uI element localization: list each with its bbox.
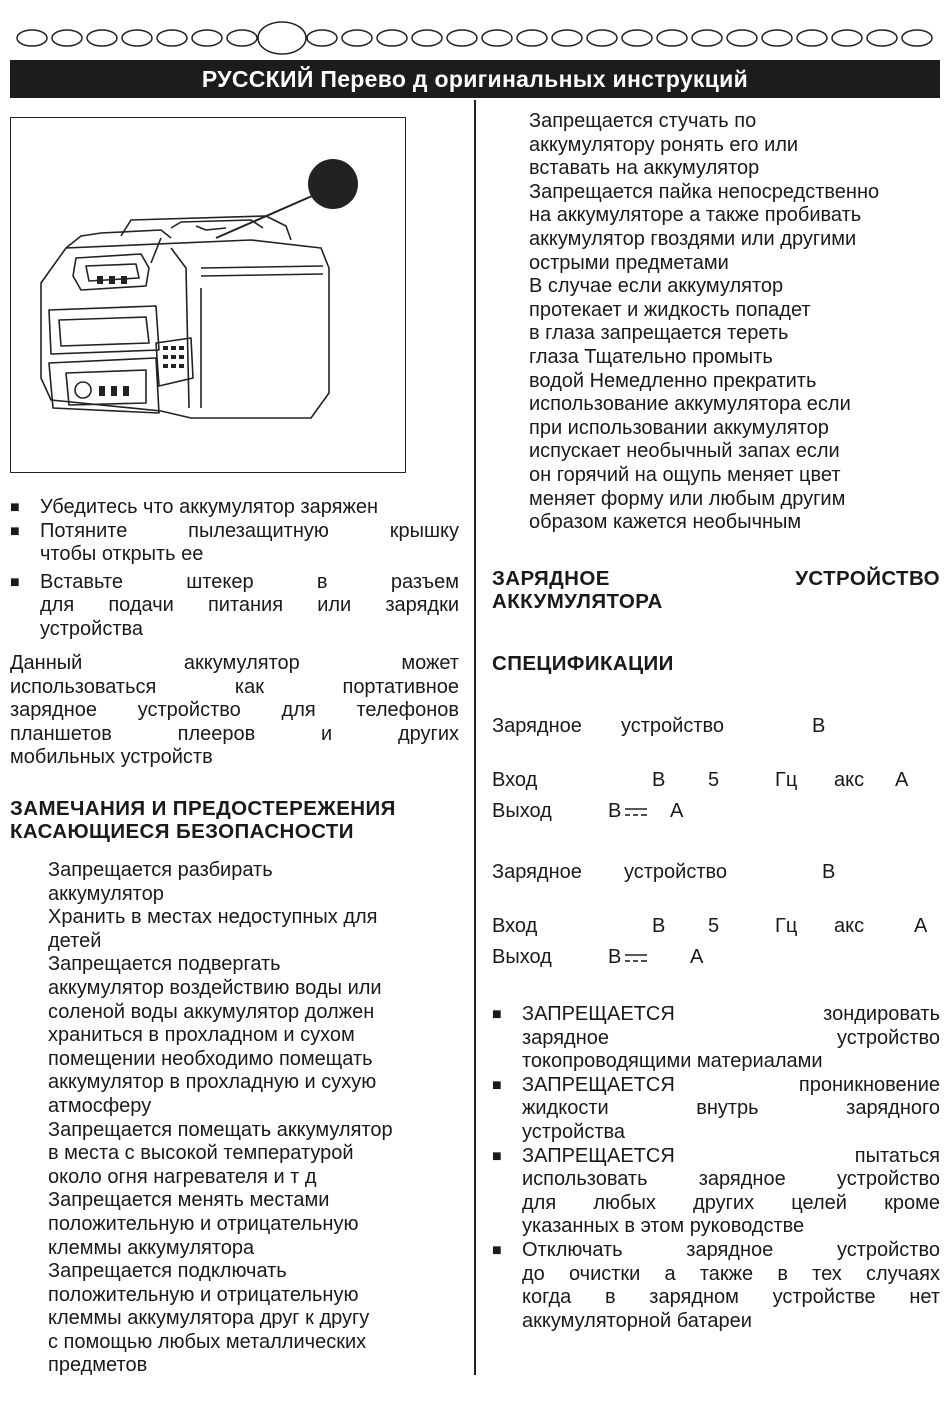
language-oval-strip	[10, 21, 940, 55]
spec1-name-a: Зарядное	[492, 715, 582, 737]
spec2-in-label: Вход	[492, 915, 538, 937]
spec-heading: СПЕЦИФИКАЦИИ	[492, 652, 674, 675]
spec2-out-a: А	[690, 946, 704, 968]
warning-unplug: ■ Отключать зарядное устройство до очистки а также в тех случаях когда в зарядном устройстве нет аккумуляторной батареи	[492, 1238, 940, 1332]
spec1-out-label: Выход	[492, 800, 552, 822]
spec1-name-v: В	[812, 715, 826, 737]
spec1-in-a: А	[895, 769, 909, 791]
bullet-charged: ■ Убедитесь что аккумулятор заряжен	[10, 496, 379, 518]
spec2-in-5: 5	[708, 915, 720, 937]
spec2-name-a: Зарядное	[492, 861, 582, 883]
spec2-name-b: устройство	[624, 861, 728, 883]
spec2-out-v: В	[608, 946, 647, 969]
spec1-out-v: В	[608, 800, 647, 823]
bullet-square: ■	[10, 573, 20, 591]
battery-figure	[10, 117, 406, 473]
warning-liquid: ■ ЗАПРЕЩАЕТСЯ проникновение жидкости внутрь зарядного устройства	[492, 1073, 940, 1143]
section-banner: РУССКИЙ Перево д оригинальных инструкций	[10, 60, 940, 98]
bullet-square: ■	[492, 1006, 502, 1023]
charger-warnings	[492, 1003, 940, 1333]
powerbank-paragraph: Данный аккумулятор может использоваться как портативное зарядное устройство для телефонов планшетов плееров и других мобильных устройств	[10, 652, 459, 769]
left-bullets	[10, 496, 459, 642]
spec2-in-hz: Гц	[775, 915, 798, 937]
battery-illustration	[11, 118, 404, 471]
bullet-dust-cover: ■ Потяните пылезащитную крышку	[10, 519, 459, 542]
spec2-in-aks: акс	[834, 915, 865, 937]
bullet-dust-cover-cont: чтобы открыть ее	[40, 543, 204, 566]
spec1-in-hz: Гц	[775, 769, 798, 791]
bullet-square: ■	[10, 522, 20, 540]
bullet-square: ■	[492, 1241, 502, 1259]
spec1-in-5: 5	[708, 769, 720, 791]
charger-heading: ЗАРЯДНОЕ УСТРОЙСТВО АККУМУЛЯТОРА	[492, 567, 940, 613]
spec1-in-v: В	[652, 769, 666, 791]
spec2-in-a: А	[914, 915, 928, 937]
dc-symbol-icon	[625, 807, 647, 817]
bullet-square: ■	[492, 1076, 502, 1094]
spec1-in-aks: акс	[834, 769, 865, 791]
column-divider	[474, 100, 476, 1375]
safety-heading: ЗАМЕЧАНИЯ И ПРЕДОСТЕРЕЖЕНИЯ КАСАЮЩИЕСЯ БЕЗОПАСНОСТИ	[10, 797, 396, 843]
spec1-in-label: Вход	[492, 769, 538, 791]
spec1-name-b: устройство	[621, 715, 725, 737]
spec2-in-v: В	[652, 915, 666, 937]
safety-list: Запрещается разбирать аккумулятор Хранить в местах недоступных для детей Запрещается подвергать аккумулятор воздействию воды или соленой воды аккумулятор должен храниться в прохладном и сухом помещении необходимо помещать аккумулятор в прохладную и сухую атмосферу Запрещается помещать аккумулятор в места с высокой температурой около огня нагревателя и т д Запрещается менять местами положительную и отрицательную клеммы аккумулятора Запрещается подключать положительную и отрицательную клеммы аккумулятора друг к другу с помощью любых металлических предметов	[48, 859, 393, 1377]
bullet-square: ■	[10, 499, 20, 516]
right-safety-list: Запрещается стучать по аккумулятору ронять его или вставать на аккумулятор Запрещается пайка непосредственно на аккумуляторе а также пробивать аккумулятор гвоздями или другими острыми предметами В случае если аккумулятор протекает и жидкость попадет в глаза запрещается тереть глаза Тщательно промыть водой Немедленно прекратить использование аккумулятора если при использовании аккумулятор испускает необычный запах если он горячий на ощупь меняет цвет меняет форму или любым другим образом кажется необычным	[529, 110, 880, 534]
dc-symbol-icon	[625, 953, 647, 963]
spec1-out-a: А	[670, 800, 684, 822]
warning-probe: ■ ЗАПРЕЩАЕТСЯ зондировать зарядное устройство токопроводящими материалами	[492, 1003, 940, 1073]
bullet-plug: ■ Вставьте штекер в разъем	[10, 570, 459, 593]
warning-other-use: ■ ЗАПРЕЩАЕТСЯ пытаться использовать зарядное устройство для любых других целей кроме указанных в этом руководстве	[492, 1144, 940, 1238]
bullet-square: ■	[492, 1147, 502, 1165]
bullet-plug-cont2: устройства	[40, 617, 144, 640]
bullet-plug-cont: для подачи питания или зарядки	[40, 594, 459, 617]
spec2-out-label: Выход	[492, 946, 552, 968]
spec2-name-v: В	[822, 861, 836, 883]
